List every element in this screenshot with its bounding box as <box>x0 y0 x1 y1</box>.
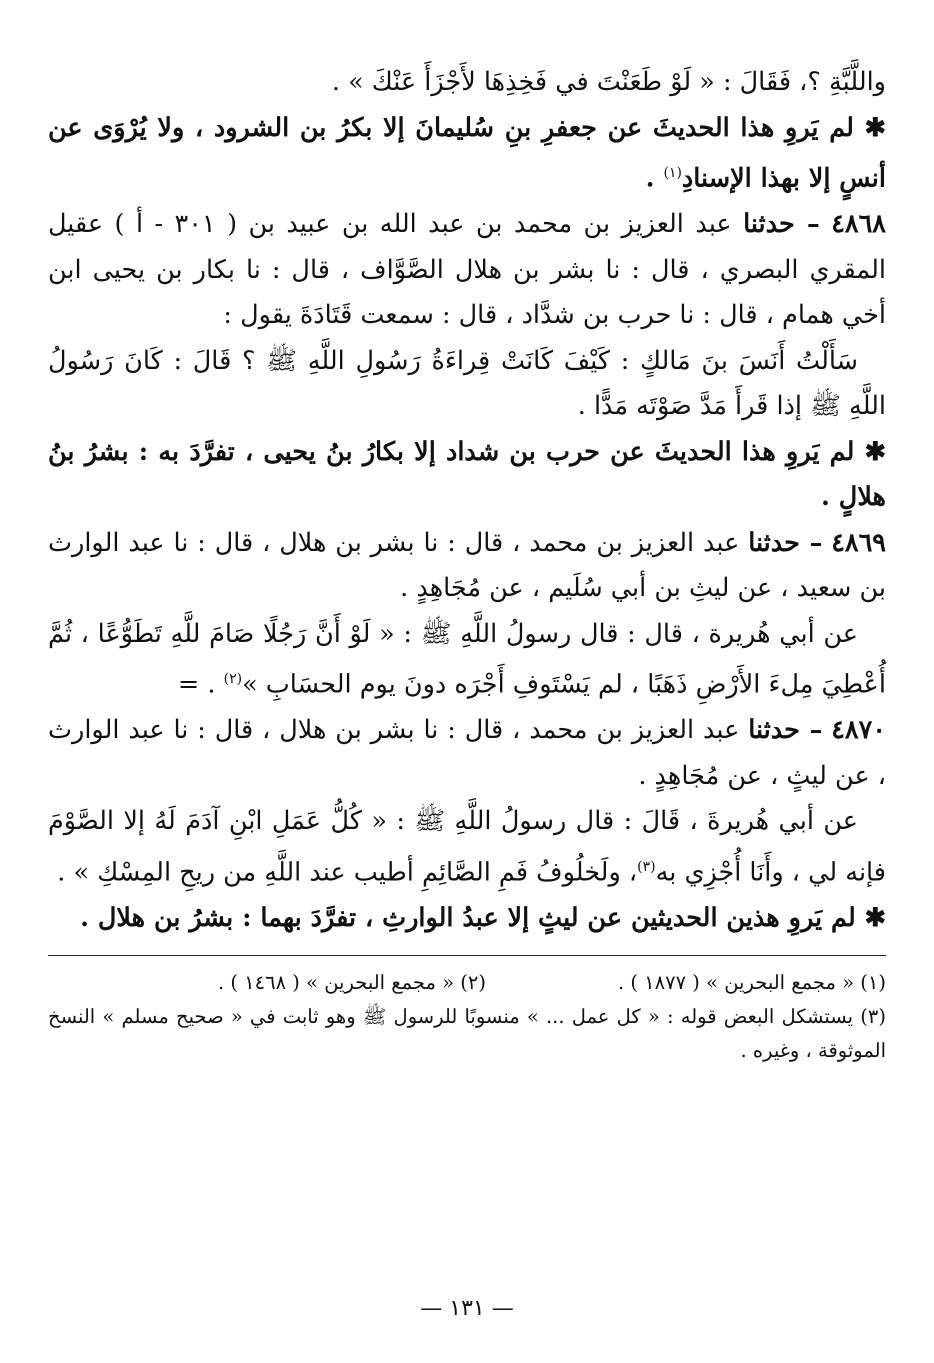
footnote-2: (٢) « مجمع البحرين » ( ١٤٦٨ ) . <box>217 971 486 994</box>
hadith-number: ٤٨٦٩ <box>831 527 887 558</box>
narration-note: ✱ لم يَروِ هذا الحديثَ عن حرب بن شداد إلا بكارُ بنُ يحيى ، تفرَّدَ به : بشرُ بنُ هلالٍ . <box>48 436 886 512</box>
footnote-3: (٣) يستشكل البعض قوله : « كل عمل ... » منسوبًا للرسول ﷺ وهو ثابت في « صحيح مسلم » النسخ الموثوقة ، وغيره . <box>48 1005 886 1062</box>
asterisk-icon: ✱ <box>864 902 886 933</box>
asterisk-icon: ✱ <box>864 436 886 467</box>
hadith-4869-chain: ٤٨٦٩ – حدثنا عبد العزيز بن محمد ، قال : نا بشر بن هلال ، قال : نا عبد الوارث بن سعيد ، عن ليثِ بن أبي سُلَيم ، عن مُجَاهِدٍ . <box>48 527 887 603</box>
text-paragraph: واللَّبَّةِ ؟، فَقَالَ : « لَوْ طَعَنْتَ في فَخِذِهَا لأَجْزَأَ عَنْكَ » . <box>331 67 886 97</box>
footnote-ref: (١) <box>663 165 682 181</box>
hadith-4868-chain: ٤٨٦٨ – حدثنا عبد العزيز بن محمد بن عبد الله بن عبيد بن ( ٣٠١ - أ ) عقيل المقري البصري ، قال : نا بشر بن هلال الصَّوَّاف ، قال : نا بكار بن يحيى ابن أخي همام ، قال : نا حرب بن شدَّاد ، قال : سمعت قَتَادَةَ يقول : <box>48 209 886 330</box>
hadith-number: ٤٨٦٨ <box>831 209 886 239</box>
narration-note: ✱ لم يَروِ هذين الحديثين عن ليثٍ إلا عبدُ الوارثِ ، تفرَّدَ بهما : بشرُ بن هلال . <box>80 902 886 933</box>
hadith-4869-text: عن أبي هُريرة ، قال : قال رسولُ اللَّهِ ﷺ : « لَوْ أَنَّ رَجُلًا صَامَ للَّهِ تَطَوُّعًا ، ثُمَّ أُعْطِيَ مِلءَ الأَرْضِ ذَهَبًا ، لم يَسْتَوفِ أَجْرَه دونَ يوم الحسَابِ »$^{(٢)}$ . = <box>48 618 886 700</box>
hadith-4870-text: عن أبي هُريرةَ ، قَالَ : قال رسولُ اللَّهِ ﷺ : « كُلُّ عَمَلِ ابْنِ آدَمَ لَهُ إلا الصَّوْمَ فإنه لي ، وأَنَا أُجْزِي به$^{(٣)}$، ولَخلُوفُ فَمِ الصَّائِمِ أطيب عند اللَّهِ من ريحِ المِسْكِ » . <box>48 806 886 887</box>
narration-note: ✱ لم يَروِ هذا الحديثَ عن جعفرِ بنِ سُليمانَ إلا بكرُ بن الشرود ، ولا يُرْوَى عن أنسٍ إلا بهذا الإسنادِ$^{(١)}$ . <box>48 112 886 194</box>
hadith-number: ٤٨٧٠ <box>831 715 887 745</box>
page-body <box>48 60 886 1068</box>
footnotes-row <box>48 966 886 1000</box>
footnote-ref: (٢) <box>223 671 243 687</box>
footnote-divider <box>48 955 886 956</box>
hadith-4868-text: سَأَلْتُ أَنَسَ بنَ مَالكٍ : كَيْفَ كَانَتْ قِراءَةُ رَسُولِ اللَّهِ ﷺ ؟ قَالَ : كَانَ رَسُولُ اللَّهِ ﷺ إذا قَرأَ مَدَّ صَوْتَه مَدًّا . <box>48 345 886 421</box>
footnote-1: (١) « مجمع البحرين » ( ١٨٧٧ ) . <box>617 971 886 994</box>
footnote-ref: (٣) <box>637 858 656 875</box>
page-number: — ١٣١ — <box>420 1296 514 1321</box>
asterisk-icon: ✱ <box>864 112 886 143</box>
hadith-4870-chain: ٤٨٧٠ – حدثنا عبد العزيز بن محمد ، قال : نا بشر بن هلال ، قال : نا عبد الوارث ، عن ليثٍ ، عن مُجَاهِدٍ . <box>48 715 887 791</box>
